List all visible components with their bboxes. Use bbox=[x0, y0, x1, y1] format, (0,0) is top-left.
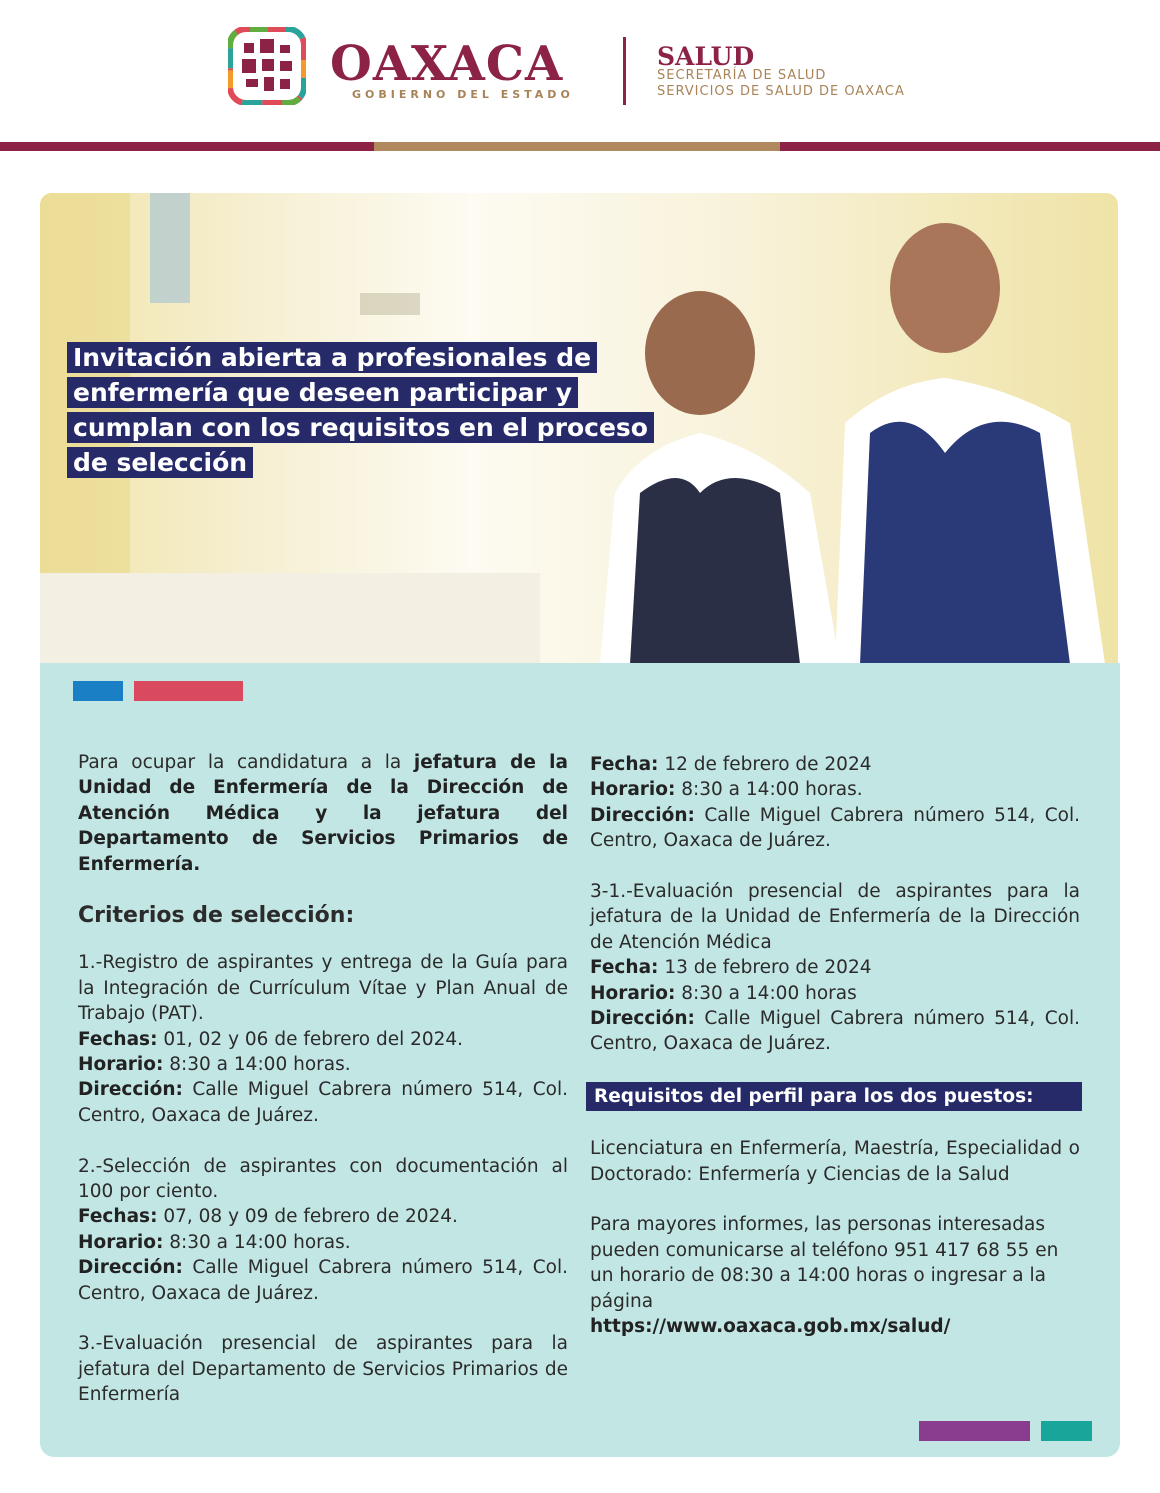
header-stripe-right bbox=[780, 142, 1160, 151]
label: Horario: bbox=[590, 982, 676, 1004]
contact-text: Para mayores informes, las personas interesadas pueden comunicarse al teléfono 951 417 68 55 en un horario de 08:30 a 14:00 horas o ingresar a la página bbox=[590, 1214, 1059, 1312]
step-2-address: Calle Miguel Cabrera número 514, Col. Centro, Oaxaca de Juárez. bbox=[78, 1257, 568, 1304]
intro-paragraph bbox=[78, 750, 568, 877]
step-3-details bbox=[590, 752, 1080, 854]
step-1-text: 1.-Registro de aspirantes y entrega de la Guía para la Integración de Currículum Vítae y Plan Anual de Trabajo (PAT). bbox=[78, 952, 568, 1025]
step-3-1-text: 3-1.-Evaluación presencial de aspirantes para la jefatura de la Unidad de Enfermería de la Dirección de Atención Médica bbox=[590, 881, 1080, 953]
deco-bar-blue bbox=[73, 681, 123, 701]
website-link[interactable]: https://www.oaxaca.gob.mx/salud/ bbox=[590, 1316, 951, 1338]
step-3-date: 12 de febrero de 2024 bbox=[658, 754, 872, 775]
salud-title: SALUD bbox=[657, 42, 755, 71]
hero-title bbox=[67, 340, 667, 480]
oaxaca-logo bbox=[228, 27, 306, 105]
step-1 bbox=[78, 950, 568, 1128]
step-2 bbox=[78, 1154, 568, 1306]
step-2-text: 2.-Selección de aspirantes con documentación al 100 por ciento. bbox=[78, 1155, 568, 1203]
step-3-text: 3.-Evaluación presencial de aspirantes para la jefatura del Departamento de Servicios Primarios de Enfermería bbox=[78, 1333, 568, 1406]
left-column bbox=[78, 750, 568, 1433]
step-1-time: 8:30 a 14:00 horas. bbox=[163, 1054, 351, 1076]
step-3 bbox=[78, 1331, 568, 1407]
label: Fechas: bbox=[78, 1028, 158, 1050]
label: Fecha: bbox=[590, 754, 659, 775]
header-stripe-left bbox=[0, 142, 374, 151]
header-stripe-center bbox=[374, 142, 780, 151]
label: Dirección: bbox=[78, 1257, 183, 1279]
brand-subtitle: GOBIERNO DEL ESTADO bbox=[352, 88, 574, 101]
requirements-heading: Requisitos del perfil para los dos puestos: bbox=[586, 1082, 1082, 1111]
contact-info bbox=[590, 1212, 1080, 1339]
step-2-dates: 07, 08 y 09 de febrero de 2024. bbox=[157, 1206, 458, 1228]
step-3-address: Calle Miguel Cabrera número 514, Col. Centro, Oaxaca de Juárez. bbox=[590, 804, 1080, 852]
header-divider bbox=[623, 37, 626, 105]
requirements-text: Licenciatura en Enfermería, Maestría, Especialidad o Doctorado: Enfermería y Ciencias de la Salud bbox=[590, 1138, 1080, 1185]
label: Horario: bbox=[590, 779, 676, 801]
salud-subtitle-2: SERVICIOS DE SALUD DE OAXACA bbox=[657, 84, 905, 99]
deco-bar-teal bbox=[1041, 1421, 1092, 1441]
intro-text: Para ocupar la candidatura a la bbox=[78, 752, 414, 773]
salud-subtitle-1: SECRETARÍA DE SALUD bbox=[657, 68, 827, 83]
step-3-1-time: 8:30 a 14:00 horas bbox=[675, 982, 857, 1004]
label: Horario: bbox=[78, 1231, 164, 1253]
label: Dirección: bbox=[78, 1079, 183, 1101]
step-3-time: 8:30 a 14:00 horas. bbox=[675, 779, 863, 801]
step-1-dates: 01, 02 y 06 de febrero del 2024. bbox=[157, 1028, 464, 1050]
label: Fechas: bbox=[78, 1206, 158, 1228]
label: Horario: bbox=[78, 1054, 164, 1076]
step-3-1-address: Calle Miguel Cabrera número 514, Col. Centro, Oaxaca de Juárez. bbox=[590, 1008, 1080, 1055]
step-1-address: Calle Miguel Cabrera número 514, Col. Centro, Oaxaca de Juárez. bbox=[78, 1079, 568, 1126]
step-3-1 bbox=[590, 879, 1080, 1057]
deco-bar-red bbox=[134, 681, 243, 701]
right-column bbox=[590, 752, 1080, 1365]
label: Fecha: bbox=[590, 957, 659, 979]
intro-positions: jefatura de la Unidad de Enfermería de la Dirección de Atención Médica y la jefatura del Departamento de Servicios Primarios de Enfermería. bbox=[78, 752, 568, 875]
step-3-1-date: 13 de febrero de 2024 bbox=[658, 957, 872, 979]
deco-bar-purple bbox=[919, 1421, 1030, 1441]
label: Dirección: bbox=[590, 804, 695, 826]
hero-title-text: Invitación abierta a profesionales de enfermería que deseen participar y cumplan con los requisitos en el proceso de selección bbox=[67, 342, 654, 478]
criteria-heading: Criterios de selección: bbox=[78, 903, 355, 929]
label: Dirección: bbox=[590, 1008, 695, 1030]
step-2-time: 8:30 a 14:00 horas. bbox=[163, 1231, 351, 1253]
brand-name: OAXACA bbox=[330, 36, 564, 92]
